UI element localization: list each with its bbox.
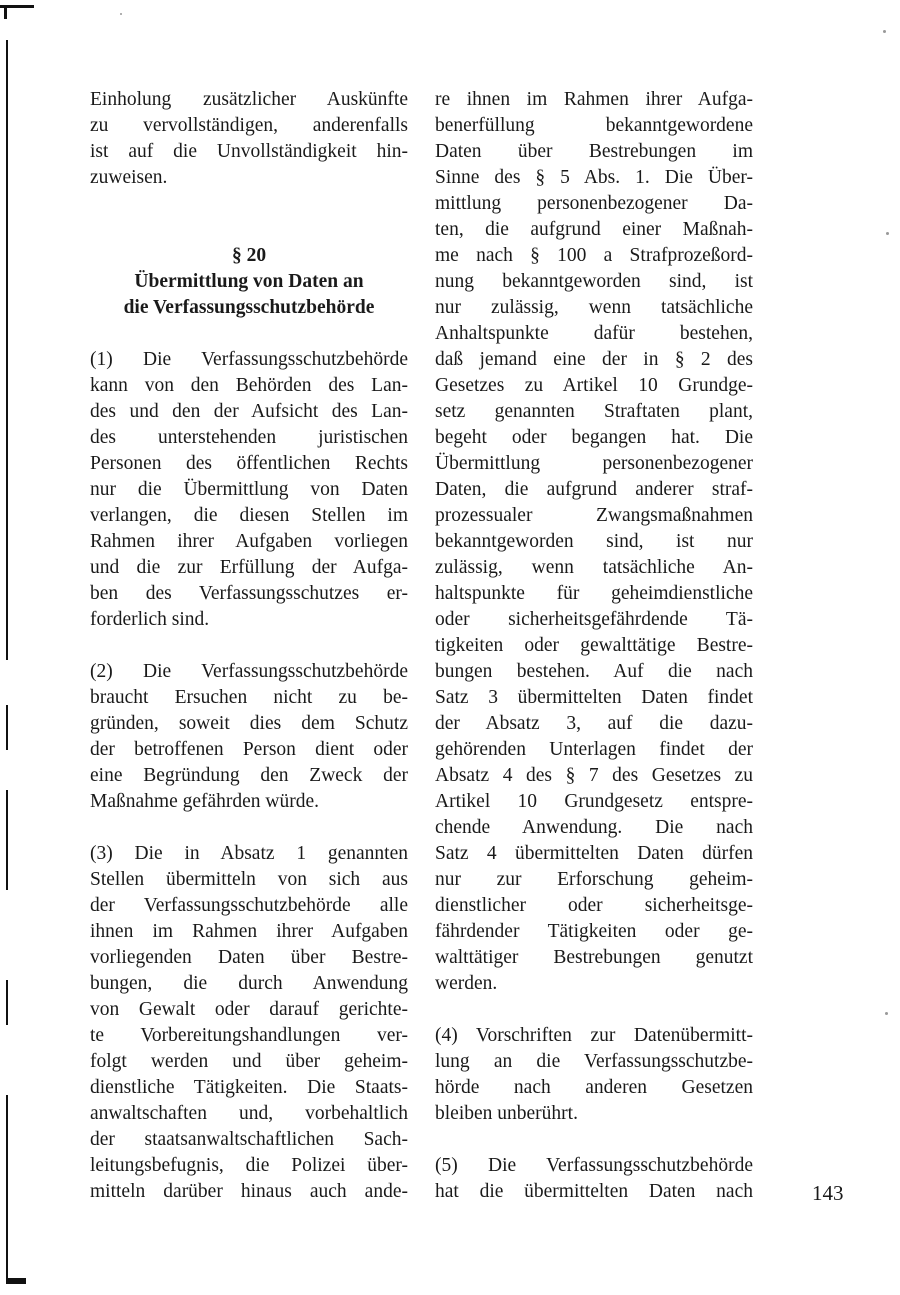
text-line: ten, die aufgrund einer Maßnah-: [435, 219, 753, 240]
text-line: Daten über Bestrebungen im: [435, 141, 753, 162]
text-line: (2) Die Verfassungsschutzbehörde: [90, 661, 408, 682]
text-line: Absatz 4 des § 7 des Gesetzes zu: [435, 765, 753, 786]
text-line: tigkeiten oder gewalttätige Bestre-: [435, 635, 753, 656]
text-line: Übermittlung personenbezogener: [435, 453, 753, 474]
text-line: Einholung zusätzlicher Auskünfte: [90, 89, 408, 110]
text-line: Personen des öffentlichen Rechts: [90, 453, 408, 474]
scan-mark-top-corner-tail: [4, 5, 7, 19]
text-line: Artikel 10 Grundgesetz entspre-: [435, 791, 753, 812]
paragraph-3-continued: [435, 87, 753, 997]
text-line: braucht Ersuchen nicht zu be-: [90, 687, 408, 708]
text-line: gehörenden Unterlagen findet der: [435, 739, 753, 760]
text-line: daß jemand eine der in § 2 des: [435, 349, 753, 370]
scan-dot: [885, 1012, 888, 1015]
text-line: zu vervollständigen, anderenfalls: [90, 115, 408, 136]
text-line: bleiben unberührt.: [435, 1103, 578, 1124]
text-line: oder sicherheitsgefährdende Tä-: [435, 609, 753, 630]
text-line: folgt werden und über geheim-: [90, 1051, 408, 1072]
scan-edge-line-5: [6, 1095, 8, 1280]
scan-dot: [886, 232, 889, 235]
text-line: nur die Übermittlung von Daten: [90, 479, 408, 500]
section-number: § 20: [231, 245, 267, 266]
text-line: verlangen, die diesen Stellen im: [90, 505, 408, 526]
text-line: der Absatz 3, auf die dazu-: [435, 713, 753, 734]
right-column: [435, 87, 753, 1205]
paragraph-continuation: [90, 87, 408, 191]
text-line: nung bekanntgeworden sind, ist: [435, 271, 753, 292]
text-line: hörde nach anderen Gesetzen: [435, 1077, 753, 1098]
text-line: werden.: [435, 973, 498, 994]
text-line: kann von den Behörden des Lan-: [90, 375, 408, 396]
text-line: des unterstehenden juristischen: [90, 427, 408, 448]
text-line: prozessualer Zwangsmaßnahmen: [435, 505, 753, 526]
text-line: bungen bestehen. Auf die nach: [435, 661, 753, 682]
text-line: zulässig, wenn tatsächliche An-: [435, 557, 753, 578]
text-line: Stellen übermitteln von sich aus: [90, 869, 408, 890]
section-title-line: Übermittlung von Daten an: [134, 271, 364, 292]
text-line: der staatsanwaltschaftlichen Sach-: [90, 1129, 408, 1150]
text-line: Rahmen ihrer Aufgaben vorliegen: [90, 531, 408, 552]
text-line: zuweisen.: [90, 167, 168, 188]
paragraph-4: [435, 1023, 753, 1127]
text-line: des und den der Aufsicht des Lan-: [90, 401, 408, 422]
text-line: fährdender Tätigkeiten oder ge-: [435, 921, 753, 942]
text-line: leitungsbefugnis, die Polizei über-: [90, 1155, 408, 1176]
text-line: vorliegenden Daten über Bestre-: [90, 947, 408, 968]
text-line: Sinne des § 5 Abs. 1. Die Über-: [435, 167, 753, 188]
text-line: gründen, soweit dies dem Schutz: [90, 713, 408, 734]
text-line: te Vorbereitungshandlungen ver-: [90, 1025, 408, 1046]
text-line: ihnen im Rahmen ihrer Aufgaben: [90, 921, 408, 942]
scan-mark-bottom-corner: [6, 1278, 26, 1284]
text-line: ben des Verfassungsschutzes er-: [90, 583, 408, 604]
section-title-line: die Verfassungsschutzbehörde: [123, 297, 375, 318]
text-line: walttätiger Bestrebungen genutzt: [435, 947, 753, 968]
text-line: ist auf die Unvollständigkeit hin-: [90, 141, 408, 162]
text-line: Anhaltspunkte dafür bestehen,: [435, 323, 753, 344]
paragraph-3: [90, 841, 408, 1205]
text-line: von Gewalt oder darauf gerichte-: [90, 999, 408, 1020]
text-line: Gesetzes zu Artikel 10 Grundge-: [435, 375, 753, 396]
page-number: 143: [812, 1181, 844, 1205]
text-line: benerfüllung bekanntgewordene: [435, 115, 753, 136]
text-line: hat die übermittelten Daten nach: [435, 1181, 753, 1202]
text-line: me nach § 100 a Strafprozeßord-: [435, 245, 753, 266]
text-line: (3) Die in Absatz 1 genannten: [90, 843, 408, 864]
text-line: nur zur Erforschung geheim-: [435, 869, 753, 890]
text-line: Satz 4 übermittelten Daten dürfen: [435, 843, 753, 864]
scan-dot: [120, 13, 122, 15]
text-line: der betroffenen Person dient oder: [90, 739, 408, 760]
text-line: dienstlicher oder sicherheitsge-: [435, 895, 753, 916]
paragraph-1: [90, 347, 408, 633]
paragraph-5: [435, 1153, 753, 1205]
text-line: Maßnahme gefährden würde.: [90, 791, 320, 812]
text-line: (4) Vorschriften zur Datenübermitt-: [435, 1025, 753, 1046]
text-line: bekanntgeworden sind, ist nur: [435, 531, 753, 552]
text-line: nur zulässig, wenn tatsächliche: [435, 297, 753, 318]
text-line: dienstliche Tätigkeiten. Die Staats-: [90, 1077, 408, 1098]
scan-edge-line-4: [6, 980, 8, 1025]
text-line: re ihnen im Rahmen ihrer Aufga-: [435, 89, 753, 110]
text-line: forderlich sind.: [90, 609, 210, 630]
section-heading: [90, 243, 408, 321]
text-line: Daten, die aufgrund anderer straf-: [435, 479, 753, 500]
text-line: mittlung personenbezogener Da-: [435, 193, 753, 214]
text-line: begeht oder begangen hat. Die: [435, 427, 753, 448]
text-line: mitteln darüber hinaus auch ande-: [90, 1181, 408, 1202]
text-line: (1) Die Verfassungsschutzbehörde: [90, 349, 408, 370]
text-line: Satz 3 übermittelten Daten findet: [435, 687, 753, 708]
text-line: chende Anwendung. Die nach: [435, 817, 753, 838]
scan-edge-line-3: [6, 790, 8, 890]
scan-edge-line-2: [6, 705, 8, 750]
scan-dot: [883, 30, 886, 33]
text-line: setz genannten Straftaten plant,: [435, 401, 753, 422]
text-line: bungen, die durch Anwendung: [90, 973, 408, 994]
text-line: anwaltschaften und, vorbehaltlich: [90, 1103, 408, 1124]
paragraph-2: [90, 659, 408, 815]
text-line: (5) Die Verfassungsschutzbehörde: [435, 1155, 753, 1176]
text-line: lung an die Verfassungsschutzbe-: [435, 1051, 753, 1072]
text-line: der Verfassungsschutzbehörde alle: [90, 895, 408, 916]
left-column: [90, 87, 408, 1205]
text-line: haltspunkte für geheimdienstliche: [435, 583, 753, 604]
text-line: und die zur Erfüllung der Aufga-: [90, 557, 408, 578]
text-line: eine Begründung den Zweck der: [90, 765, 408, 786]
scan-edge-line-1: [6, 40, 8, 660]
